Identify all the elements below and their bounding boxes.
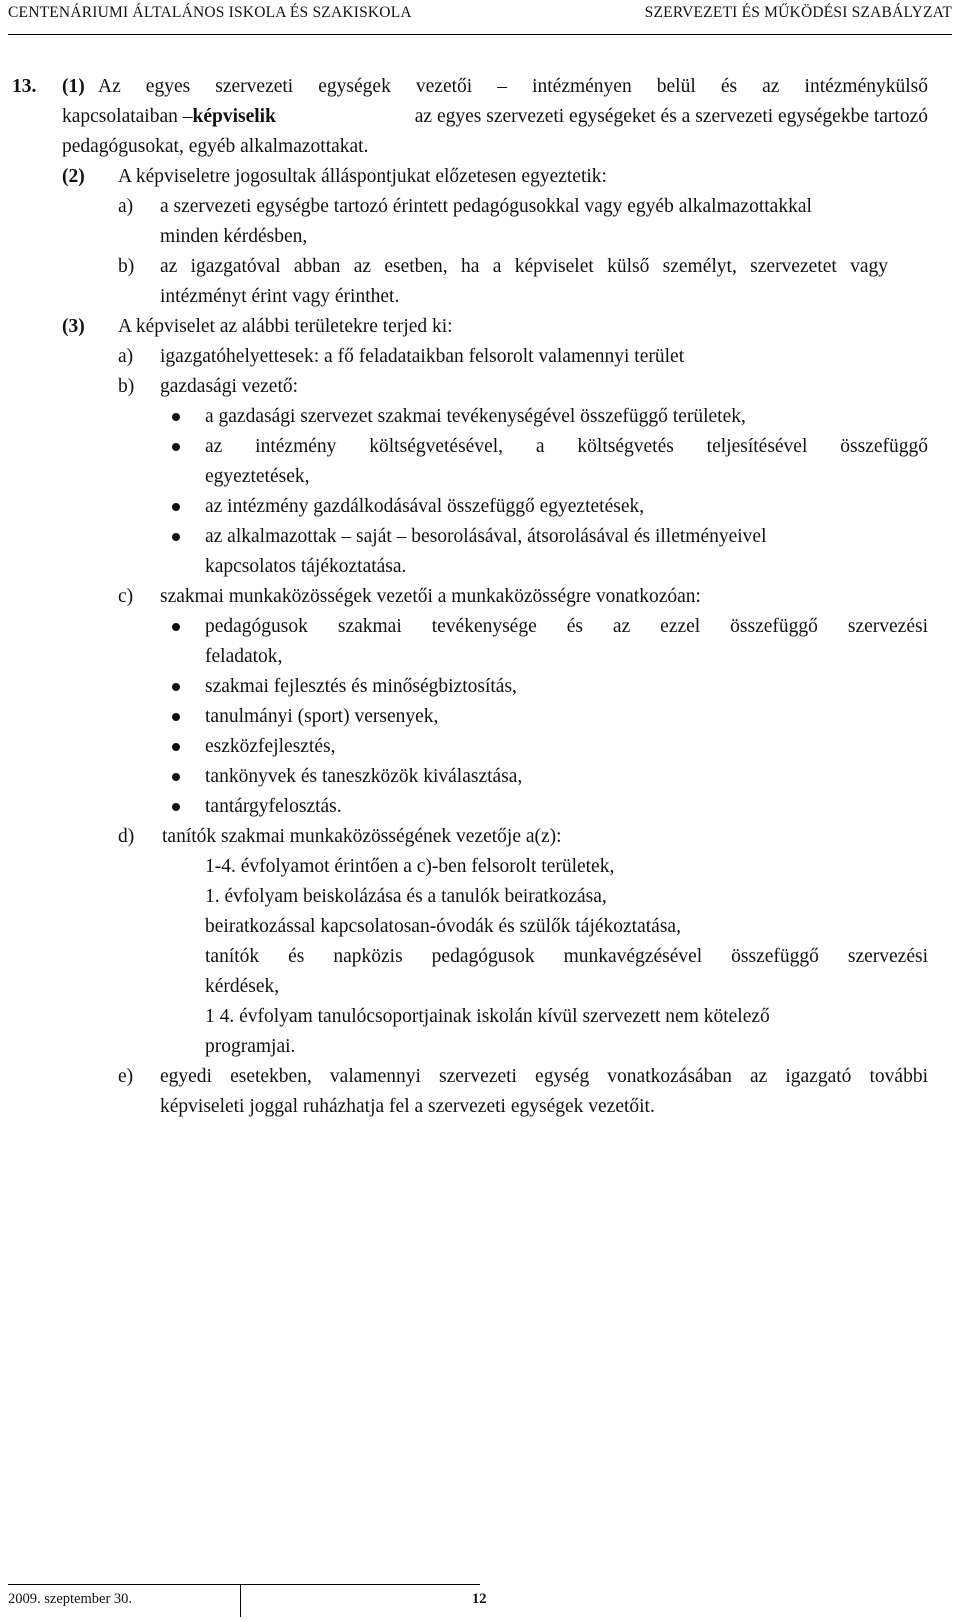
paragraph-2-b-line-1: az igazgatóval abban az esetben, ha a képviselet külső személyt, szervezetet vagy bbox=[160, 256, 888, 277]
paragraph-2-b-line-2: intézményt érint vagy érinthet. bbox=[160, 286, 400, 307]
list-item: tanítók és napközis pedagógusok munkavégzésével összefüggő szervezési bbox=[205, 946, 928, 967]
page-number: 12 bbox=[472, 1591, 487, 1607]
list-item: 1. évfolyam beiskolázása és a tanulók beiratkozása, bbox=[205, 886, 607, 907]
bullet-icon bbox=[172, 443, 180, 451]
header-school-name: CENTENÁRIUMI ÁLTALÁNOS ISKOLA ÉS SZAKISKOLA bbox=[8, 4, 412, 21]
bullet-icon bbox=[172, 803, 180, 811]
paragraph-3-d-text: tanítók szakmai munkaközösségének vezetője a(z): bbox=[162, 826, 562, 847]
bullet-icon bbox=[172, 533, 180, 541]
list-item: az intézmény gazdálkodásával összefüggő egyeztetések, bbox=[205, 496, 645, 517]
bullet-icon bbox=[172, 623, 180, 631]
paragraph-3-intro: A képviselet az alábbi területekre terjed ki: bbox=[118, 316, 453, 337]
paragraph-2-a-line-2: minden kérdésben, bbox=[160, 226, 308, 247]
page-footer bbox=[8, 1584, 487, 1619]
bullet-icon bbox=[172, 713, 180, 721]
paragraph-3-c-text: szakmai munkaközösségek vezetői a munkaközösségre vonatkozóan: bbox=[160, 586, 701, 607]
paragraph-2-a-line-1: a szervezeti egységbe tartozó érintett pedagógusokkal vagy egyéb alkalmazottakkal bbox=[160, 196, 812, 217]
list-item: a gazdasági szervezet szakmai tevékenységével összefüggő területek, bbox=[205, 406, 746, 427]
paragraph-3-e-line-1: egyedi esetekben, valamennyi szervezeti egység vonatkozásában az igazgató további bbox=[160, 1066, 928, 1087]
paragraph-3-a-text: igazgatóhelyettesek: a fő feladataikban felsorolt valamennyi terület bbox=[160, 346, 685, 367]
header-document-title: SZERVEZETI ÉS MŰKÖDÉSI SZABÁLYZAT bbox=[644, 4, 952, 21]
paragraph-3-label: (3) bbox=[62, 316, 85, 337]
paragraph-1-label: (1) bbox=[62, 76, 85, 97]
list-item-continuation: kérdések, bbox=[205, 976, 280, 997]
paragraph-3-b-text: gazdasági vezető: bbox=[160, 376, 299, 397]
list-item: 1-4. évfolyamot érintően a c)-ben felsorolt területek, bbox=[205, 856, 615, 877]
list-item-continuation: programjai. bbox=[205, 1036, 296, 1057]
list-item: az intézmény költségvetésével, a költségvetés teljesítésével összefüggő bbox=[205, 436, 928, 457]
bullet-icon bbox=[172, 683, 180, 691]
paragraph-3-a-label: a) bbox=[118, 346, 134, 367]
bullet-icon bbox=[172, 773, 180, 781]
list-item: beiratkozással kapcsolatosan-óvodák és szülők tájékoztatása, bbox=[205, 916, 681, 937]
list-item: tantárgyfelosztás. bbox=[205, 796, 342, 817]
paragraph-3-e-label: e) bbox=[118, 1066, 134, 1087]
list-item: szakmai fejlesztés és minőségbiztosítás, bbox=[205, 676, 517, 697]
paragraph-3-d-label: d) bbox=[118, 826, 135, 847]
paragraph-3-b-label: b) bbox=[118, 376, 135, 397]
list-item-continuation: egyeztetések, bbox=[205, 466, 310, 487]
bullet-icon bbox=[172, 413, 180, 421]
footer-divider bbox=[240, 1585, 241, 1617]
bullet-icon bbox=[172, 503, 180, 511]
page-header bbox=[8, 0, 952, 35]
list-item-continuation: kapcsolatos tájékoztatása. bbox=[205, 556, 407, 577]
paragraph-1-line-2-pre: kapcsolataiban – bbox=[62, 106, 193, 127]
footer-date: 2009. szeptember 30. bbox=[8, 1591, 133, 1607]
list-item: pedagógusok szakmai tevékenysége és az ezzel összefüggő szervezési bbox=[205, 616, 928, 637]
paragraph-3-c-label: c) bbox=[118, 586, 134, 607]
bullet-icon bbox=[172, 743, 180, 751]
paragraph-2-a-label: a) bbox=[118, 196, 134, 217]
paragraph-1-line-2-post: az egyes szervezeti egységeket és a szervezeti egységekbe tartozó bbox=[414, 106, 928, 127]
paragraph-2-label: (2) bbox=[62, 166, 85, 187]
section-number: 13. bbox=[12, 76, 37, 97]
bold-term-kepviselik: képviselik bbox=[192, 106, 276, 127]
paragraph-1-line-2 bbox=[62, 102, 928, 132]
list-item: tankönyvek és taneszközök kiválasztása, bbox=[205, 766, 523, 787]
list-item-continuation: feladatok, bbox=[205, 646, 283, 667]
paragraph-3-e-line-2: képviseleti joggal ruházhatja fel a szervezeti egységek vezetőit. bbox=[160, 1096, 655, 1117]
list-item: az alkalmazottak – saját – besorolásával, átsorolásával és illetményeivel bbox=[205, 526, 767, 547]
paragraph-1-line-3: pedagógusokat, egyéb alkalmazottakat. bbox=[62, 136, 369, 157]
list-item: tanulmányi (sport) versenyek, bbox=[205, 706, 439, 727]
paragraph-1-line-1: Az egyes szervezeti egységek vezetői – intézményen belül és az intézménykülső bbox=[98, 76, 928, 97]
paragraph-2-intro: A képviseletre jogosultak álláspontjukat előzetesen egyeztetik: bbox=[118, 166, 607, 187]
list-item: eszközfejlesztés, bbox=[205, 736, 336, 757]
list-item: 1 4. évfolyam tanulócsoportjainak iskolán kívül szervezett nem kötelező bbox=[205, 1006, 770, 1027]
paragraph-2-b-label: b) bbox=[118, 256, 135, 277]
